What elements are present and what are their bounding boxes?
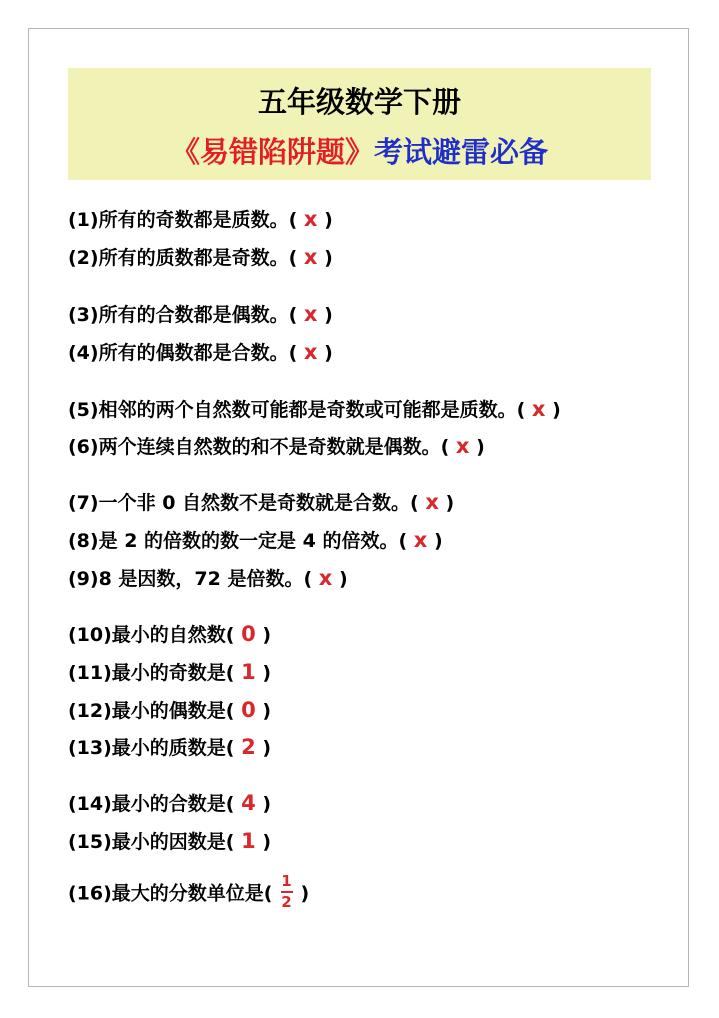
question-item-4 bbox=[68, 340, 333, 365]
title-banner bbox=[68, 68, 651, 180]
subtitle-blue-part: 考试避雷必备 bbox=[374, 135, 549, 169]
close-paren: ) bbox=[262, 737, 272, 759]
answer-mark: x bbox=[318, 566, 333, 590]
question-text: (14)最小的合数是( bbox=[68, 793, 235, 815]
question-item-5 bbox=[68, 397, 561, 422]
question-text: (12)最小的偶数是( bbox=[68, 700, 235, 722]
close-paren: ) bbox=[445, 492, 455, 514]
answer-value: 0 bbox=[241, 698, 256, 722]
question-item-15 bbox=[68, 829, 271, 854]
question-text: (11)最小的奇数是( bbox=[68, 662, 235, 684]
question-text: (9)8 是因数，72 是倍数。( bbox=[68, 568, 313, 590]
question-item-6 bbox=[68, 434, 485, 459]
answer-value: 2 bbox=[241, 735, 256, 759]
question-text: (8)是 2 的倍数的数一定是 4 的倍效。( bbox=[68, 530, 408, 552]
subtitle-red-part: 《易错陷阱题》 bbox=[170, 135, 374, 169]
answer-mark: x bbox=[413, 528, 428, 552]
close-paren: ) bbox=[338, 568, 348, 590]
question-text: (4)所有的偶数都是合数。( bbox=[68, 342, 298, 364]
close-paren: ) bbox=[262, 700, 272, 722]
question-item-11 bbox=[68, 660, 271, 685]
answer-fraction bbox=[281, 874, 293, 910]
question-item-12 bbox=[68, 698, 271, 723]
answer-mark: x bbox=[303, 245, 318, 269]
close-paren: ) bbox=[262, 831, 272, 853]
question-text: (1)所有的奇数都是质数。( bbox=[68, 209, 298, 231]
close-paren: ) bbox=[433, 530, 443, 552]
question-item-10 bbox=[68, 622, 271, 647]
answer-mark: x bbox=[531, 397, 546, 421]
close-paren: ) bbox=[324, 342, 333, 364]
question-text: (2)所有的质数都是奇数。( bbox=[68, 247, 298, 269]
close-paren: ) bbox=[476, 436, 485, 458]
question-item-7 bbox=[68, 490, 454, 515]
question-text: (10)最小的自然数( bbox=[68, 624, 235, 646]
question-item-16 bbox=[68, 872, 310, 912]
page-title: 五年级数学下册 bbox=[257, 85, 461, 119]
question-item-9 bbox=[68, 566, 348, 591]
question-item-3 bbox=[68, 302, 333, 327]
close-paren: ) bbox=[300, 882, 310, 905]
close-paren: ) bbox=[262, 624, 272, 646]
question-text: (15)最小的因数是( bbox=[68, 831, 235, 853]
close-paren: ) bbox=[552, 399, 561, 421]
question-item-2 bbox=[68, 245, 333, 270]
question-text: (6)两个连续自然数的和不是奇数就是偶数。( bbox=[68, 436, 450, 458]
page-subtitle bbox=[68, 130, 651, 171]
answer-mark: x bbox=[303, 340, 318, 364]
question-item-13 bbox=[68, 735, 271, 760]
close-paren: ) bbox=[324, 304, 333, 326]
answer-value: 4 bbox=[241, 791, 256, 815]
question-text: (16)最大的分数单位是( bbox=[68, 882, 273, 905]
answer-mark: x bbox=[303, 302, 318, 326]
answer-mark: x bbox=[455, 434, 470, 458]
answer-mark: x bbox=[303, 207, 318, 231]
fraction-numerator: 1 bbox=[281, 872, 292, 890]
question-text: (7)一个非 0 自然数不是奇数就是合数。( bbox=[68, 492, 419, 514]
answer-value: 1 bbox=[241, 829, 256, 853]
question-text: (5)相邻的两个自然数可能都是奇数或可能都是质数。( bbox=[68, 399, 526, 421]
question-text: (3)所有的合数都是偶数。( bbox=[68, 304, 298, 326]
close-paren: ) bbox=[324, 247, 333, 269]
fraction-denominator: 2 bbox=[281, 893, 292, 911]
close-paren: ) bbox=[262, 662, 272, 684]
answer-value: 0 bbox=[241, 622, 256, 646]
question-item-1 bbox=[68, 207, 333, 232]
question-text: (13)最小的质数是( bbox=[68, 737, 235, 759]
close-paren: ) bbox=[262, 793, 272, 815]
question-item-14 bbox=[68, 791, 271, 816]
answer-value: 1 bbox=[241, 660, 256, 684]
question-item-8 bbox=[68, 528, 443, 553]
answer-mark: x bbox=[425, 490, 439, 514]
close-paren: ) bbox=[324, 209, 333, 231]
